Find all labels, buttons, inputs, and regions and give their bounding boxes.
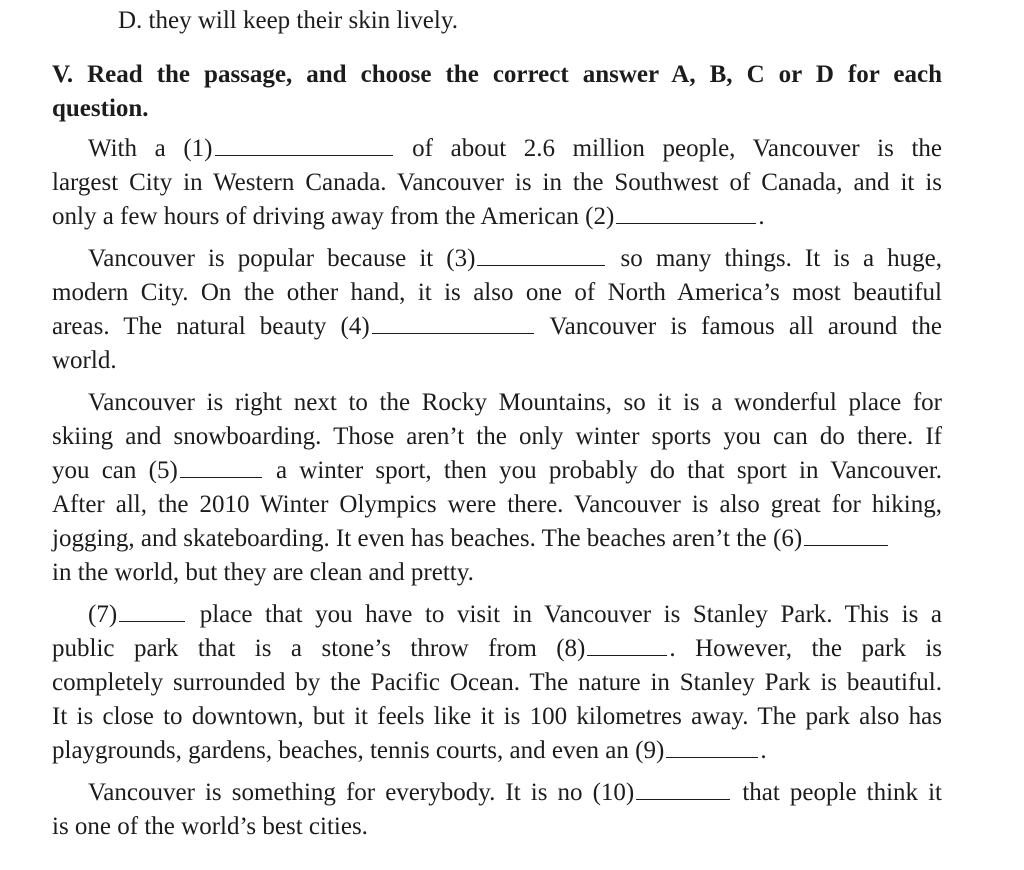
section-title-continued: question. <box>52 95 149 122</box>
passage-line: in the world, but they are clean and pretty. <box>52 559 474 586</box>
passage-line: only a few hours of driving away from the American (2) . <box>52 203 765 230</box>
previous-option-d: D. they will keep their skin lively. <box>118 7 458 34</box>
passage-line: areas. The natural beauty (4) Vancouver is famous all around the <box>52 313 942 340</box>
blank-10 <box>636 777 730 800</box>
passage-line: completely surrounded by the Pacific Ocean. The nature in Stanley Park is beautiful. <box>52 669 942 696</box>
blank-7 <box>119 599 185 622</box>
passage-line: you can (5) a winter sport, then you probably do that sport in Vancouver. <box>52 457 943 484</box>
passage-line: After all, the 2010 Winter Olympics were there. Vancouver is also great for hiking, <box>52 491 942 518</box>
passage-line: skiing and snowboarding. Those aren’t the only winter sports you can do there. If <box>52 423 942 450</box>
section-title: V. Read the passage, and choose the correct answer A, B, C or D for each <box>52 61 942 88</box>
passage-line: world. <box>52 347 117 374</box>
blank-2 <box>616 201 756 224</box>
passage-line: (7) place that you have to visit in Vancouver is Stanley Park. This is a <box>88 601 942 628</box>
passage-line: Vancouver is popular because it (3) so many things. It is a huge, <box>88 245 942 272</box>
blank-5 <box>180 455 262 478</box>
blank-3 <box>477 243 605 266</box>
passage-line: playgrounds, gardens, beaches, tennis courts, and even an (9) . <box>52 737 767 764</box>
passage-line: largest City in Western Canada. Vancouver is in the Southwest of Canada, and it is <box>52 169 942 196</box>
blank-1 <box>215 133 393 156</box>
passage-line: It is close to downtown, but it feels like it is 100 kilometres away. The park also has <box>52 703 942 730</box>
passage-line: jogging, and skateboarding. It even has beaches. The beaches aren’t the (6) <box>52 522 942 556</box>
blank-8 <box>587 633 667 656</box>
passage-line: With a (1) of about 2.6 million people, Vancouver is the <box>88 135 943 162</box>
blank-9 <box>666 735 758 758</box>
passage-line: modern City. On the other hand, it is also one of North America’s most beautiful <box>52 279 942 306</box>
blank-4 <box>372 311 534 334</box>
passage-line: public park that is a stone’s throw from (8) . However, the park is <box>52 635 943 662</box>
blank-6 <box>804 523 888 546</box>
passage-line: Vancouver is right next to the Rocky Mountains, so it is a wonderful place for <box>88 389 942 416</box>
passage-line: Vancouver is something for everybody. It is no (10) that people think it <box>88 779 943 806</box>
passage-line: is one of the world’s best cities. <box>52 813 368 840</box>
